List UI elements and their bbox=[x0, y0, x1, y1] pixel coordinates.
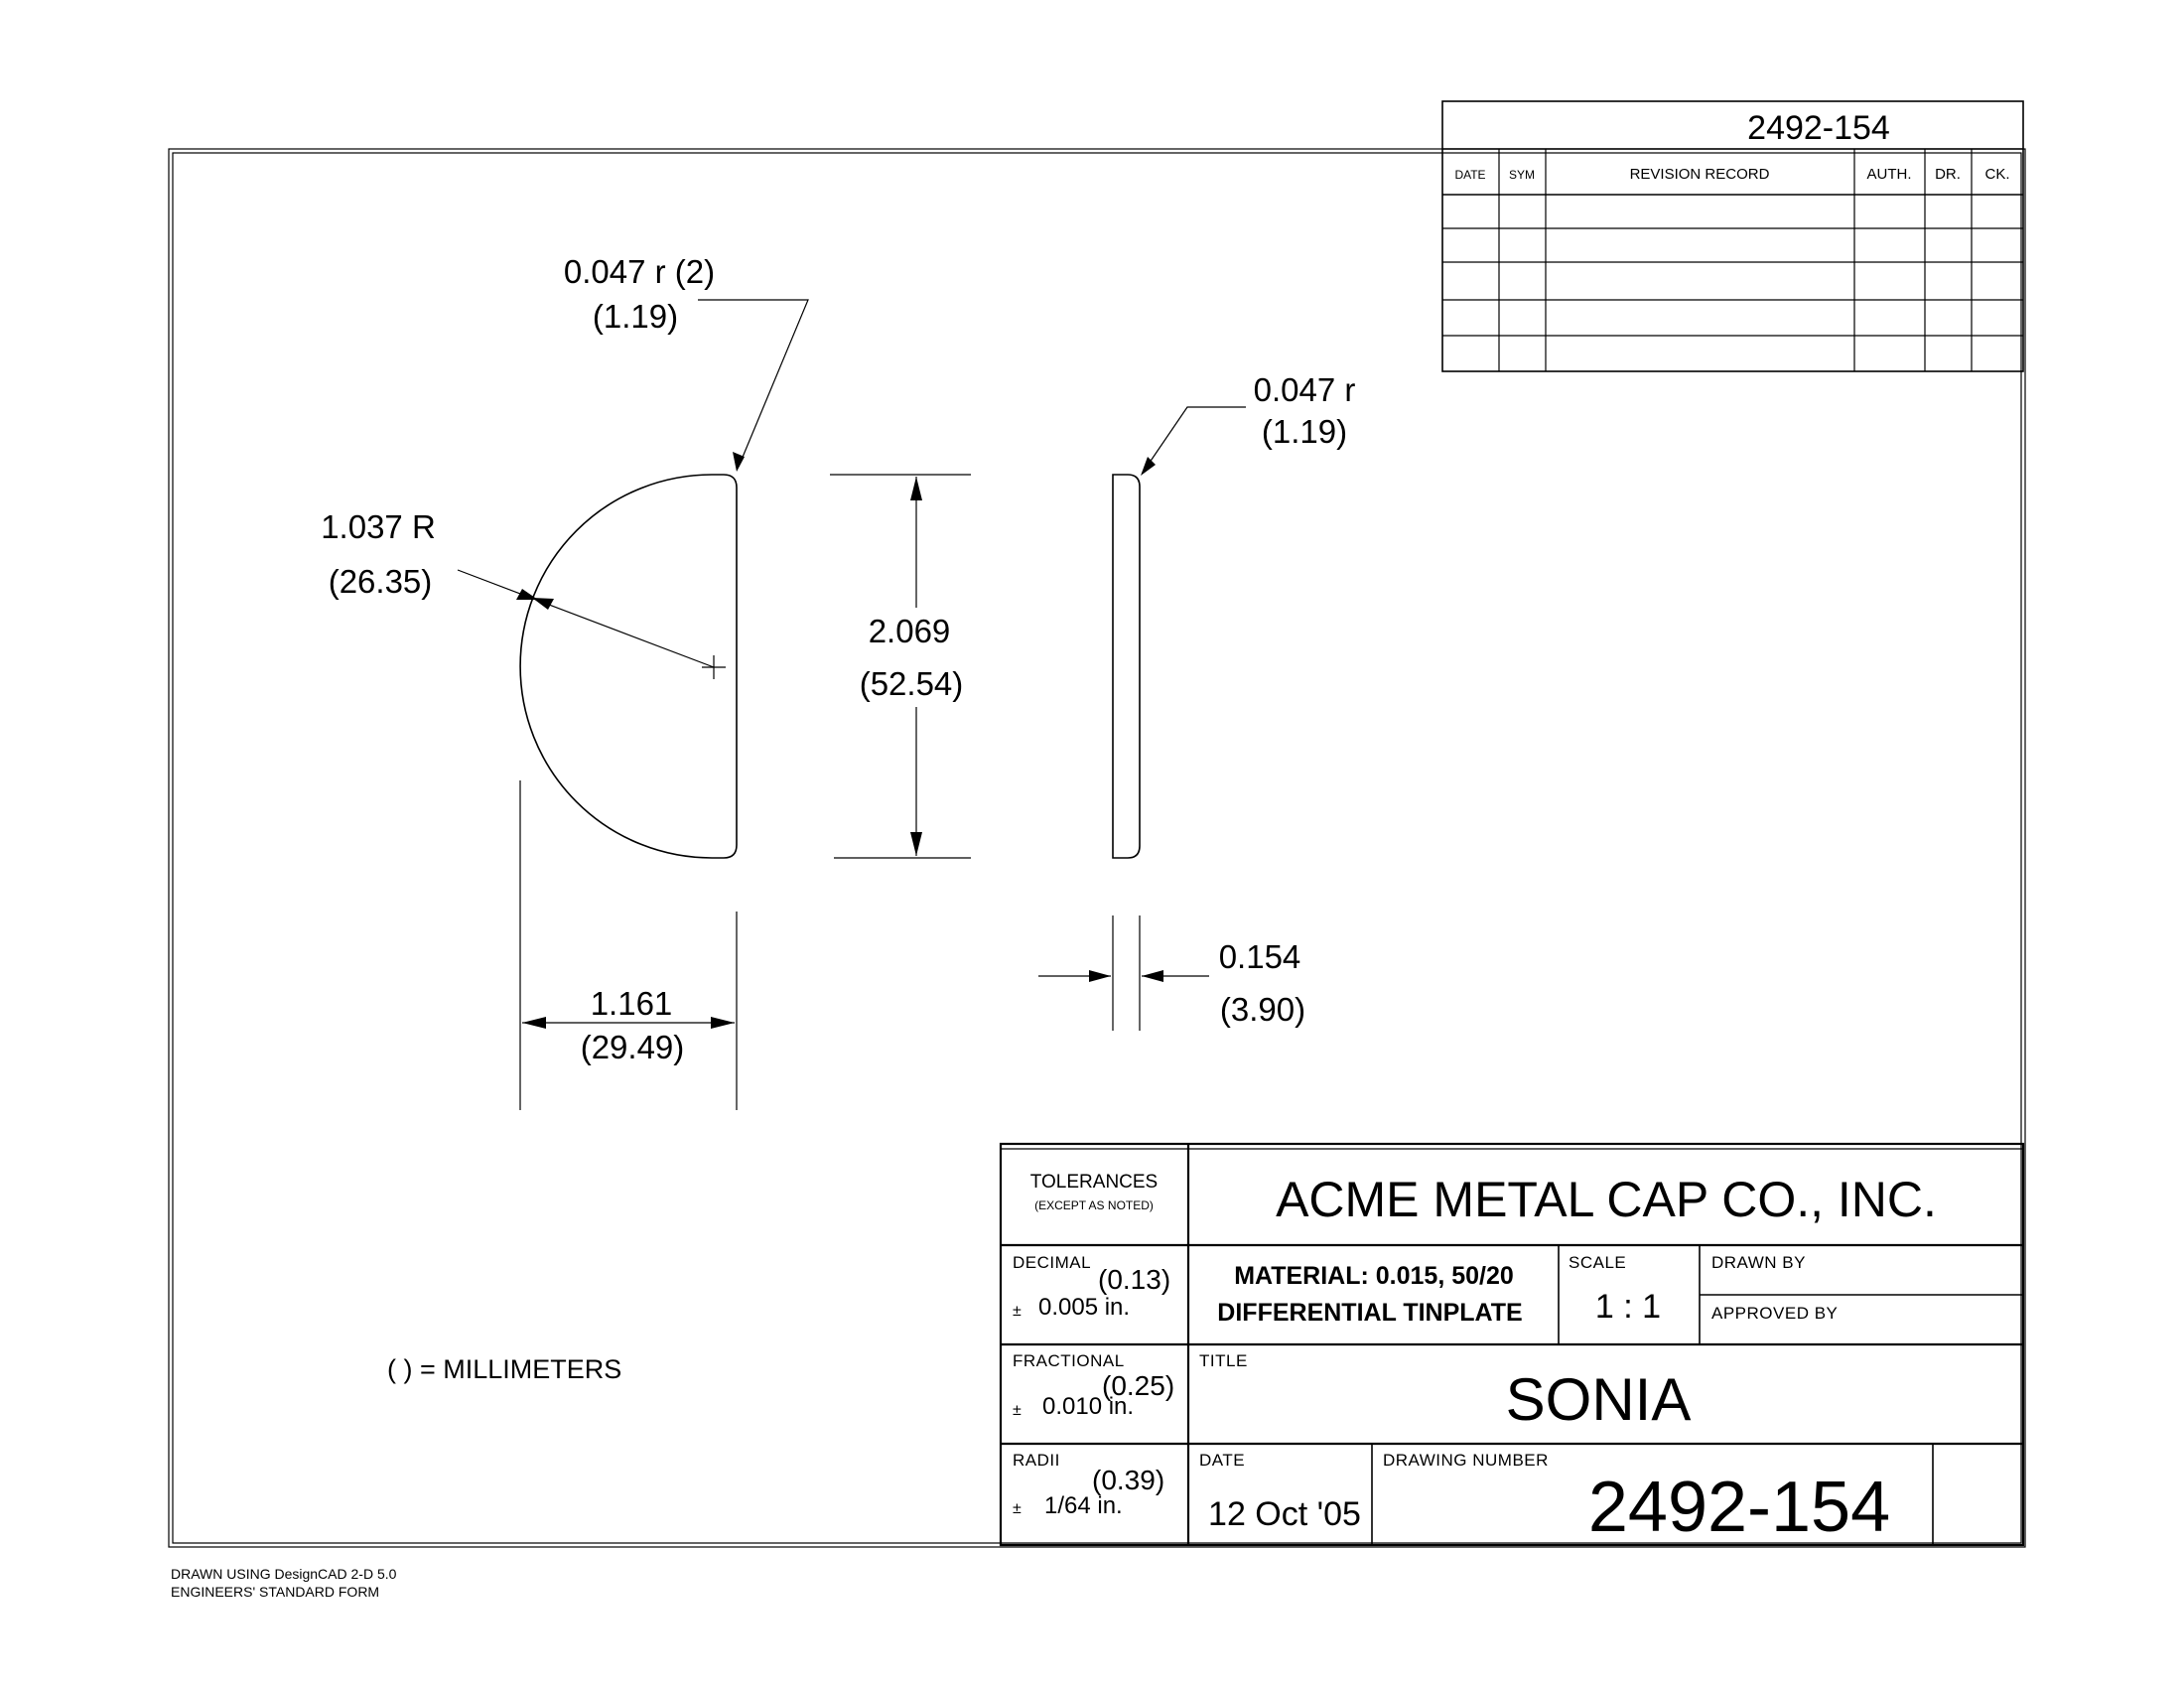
footer-line-1: DRAWN USING DesignCAD 2-D 5.0 bbox=[171, 1566, 397, 1582]
except-noted-label: (EXCEPT AS NOTED) bbox=[1034, 1198, 1154, 1212]
decimal-value: 0.005 in. bbox=[1038, 1294, 1131, 1321]
fractional-label: FRACTIONAL bbox=[1013, 1351, 1125, 1370]
dim-thickness bbox=[1038, 915, 1305, 1031]
decimal-plus-minus: ± bbox=[1013, 1303, 1022, 1320]
scale-value: 1 : 1 bbox=[1594, 1288, 1662, 1326]
dim-big-radius-label: 1.037 R bbox=[321, 508, 436, 545]
revision-col-auth: AUTH. bbox=[1866, 166, 1912, 183]
drawing-number-label: DRAWING NUMBER bbox=[1383, 1451, 1549, 1470]
revision-col-dr: DR. bbox=[1935, 166, 1961, 183]
revision-header-number: 2492-154 bbox=[1747, 109, 1890, 147]
radii-mm: (0.39) bbox=[1092, 1465, 1165, 1495]
dim-thickness-mm: (3.90) bbox=[1219, 991, 1306, 1028]
dim-width bbox=[520, 780, 737, 1110]
revision-col-ck: CK. bbox=[1984, 166, 2010, 183]
tolerances-label: TOLERANCES bbox=[1029, 1172, 1159, 1193]
company-name: ACME METAL CAP CO., INC. bbox=[1276, 1172, 1937, 1227]
date-label: DATE bbox=[1199, 1451, 1246, 1470]
scale-label: SCALE bbox=[1569, 1253, 1627, 1272]
footer-line-2: ENGINEERS' STANDARD FORM bbox=[171, 1584, 380, 1600]
title-label: TITLE bbox=[1199, 1351, 1248, 1370]
fractional-plus-minus: ± bbox=[1013, 1402, 1022, 1419]
fractional-mm: (0.25) bbox=[1102, 1370, 1175, 1401]
material-line-2: DIFFERENTIAL TINPLATE bbox=[1217, 1299, 1523, 1327]
revision-col-record: REVISION RECORD bbox=[1629, 166, 1770, 183]
revision-table bbox=[1442, 101, 2023, 371]
dim-top-radius bbox=[564, 253, 808, 472]
approved-by-label: APPROVED BY bbox=[1711, 1304, 1839, 1323]
revision-col-sym: SYM bbox=[1508, 168, 1536, 182]
part-front-view bbox=[520, 475, 737, 858]
fractional-value: 0.010 in. bbox=[1042, 1393, 1135, 1420]
units-note: ( ) = MILLIMETERS bbox=[387, 1354, 622, 1384]
radii-value: 1/64 in. bbox=[1044, 1492, 1123, 1519]
dim-side-radius-label: 0.047 r bbox=[1253, 371, 1356, 408]
dim-side-radius bbox=[1141, 371, 1355, 476]
part-side-view bbox=[1113, 475, 1140, 858]
decimal-label: DECIMAL bbox=[1013, 1253, 1092, 1272]
radii-label: RADII bbox=[1013, 1451, 1060, 1470]
revision-col-date: DATE bbox=[1454, 168, 1486, 182]
dim-top-radius-label: 0.047 r (2) bbox=[563, 253, 716, 290]
dim-width-mm: (29.49) bbox=[580, 1029, 685, 1065]
date-value: 12 Oct '05 bbox=[1208, 1495, 1361, 1533]
material-line-1: MATERIAL: 0.015, 50/20 bbox=[1234, 1262, 1514, 1290]
dim-big-radius-mm: (26.35) bbox=[328, 563, 433, 600]
dim-height bbox=[830, 475, 971, 858]
title-block bbox=[1001, 1144, 2023, 1547]
dim-big-radius bbox=[321, 508, 714, 667]
decimal-mm: (0.13) bbox=[1098, 1264, 1171, 1295]
sheet-border bbox=[169, 149, 2025, 1547]
drawn-by-label: DRAWN BY bbox=[1711, 1253, 1806, 1272]
dim-top-radius-mm: (1.19) bbox=[592, 298, 679, 335]
radii-plus-minus: ± bbox=[1013, 1500, 1022, 1517]
dim-side-radius-mm: (1.19) bbox=[1261, 413, 1348, 450]
dim-height-mm: (52.54) bbox=[859, 665, 964, 702]
dim-width-label: 1.161 bbox=[590, 985, 673, 1022]
title-value: SONIA bbox=[1505, 1366, 1692, 1433]
dim-thickness-label: 0.154 bbox=[1218, 938, 1301, 975]
dim-height-label: 2.069 bbox=[868, 613, 951, 649]
drawing-number-value: 2492-154 bbox=[1587, 1468, 1891, 1547]
